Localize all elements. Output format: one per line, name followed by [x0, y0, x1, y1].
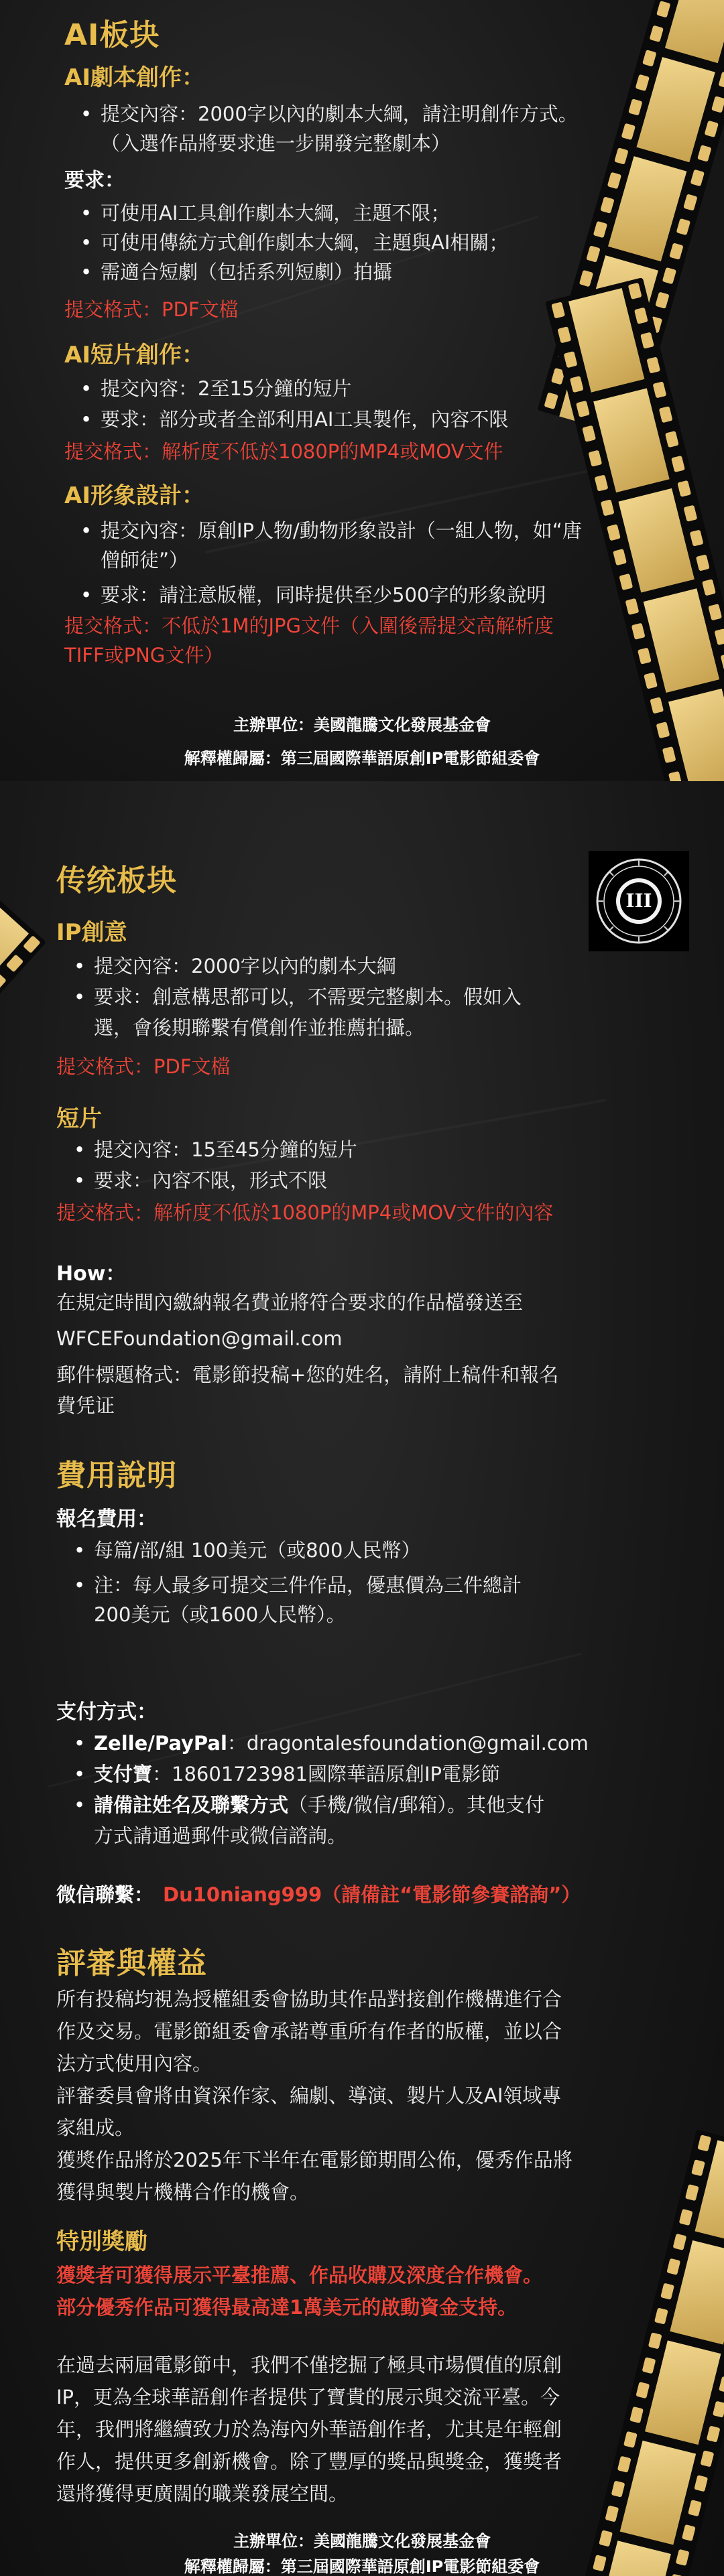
ai-short-film-format: 提交格式：解析度不低於1080P的MP4或MOV文件 [64, 440, 503, 463]
ai-script-bullet-content: • 提交內容：2000字以內的劇本大綱，請注明創作方式。 [101, 99, 578, 129]
payment-note [94, 1790, 544, 1820]
review-p2-line2: 家組成。 [56, 2116, 135, 2139]
ai-image-design-heading: AI形象設計： [64, 482, 204, 509]
fees-heading: 費用說明 [56, 1459, 177, 1493]
zelle-value[interactable]: ：dragontalesfoundation@gmail.com [227, 1732, 589, 1755]
ai-section-title: AI板块 [64, 18, 160, 52]
ai-short-film-heading: AI短片創作： [64, 342, 204, 368]
ip-idea-bullet-2-cont: 選，會後期聯繫有償創作並推薦拍攝。 [94, 1016, 425, 1039]
fee-bullet-2: • 注：每人最多可提交三件作品，優惠價為三件總計 [94, 1570, 522, 1600]
review-p1-line3: 法方式使用內容。 [56, 2052, 213, 2075]
review-p1-line1: 所有投稿均視為授權組委會協助其作品對接創作機構進行合 [56, 1988, 562, 2011]
ai-image-format: 提交格式：不低於1M的JPG文件（入圍後需提交高解析度 [64, 614, 554, 637]
ai-script-req-1: • 可使用AI工具創作劇本大綱，主題不限； [101, 198, 450, 228]
how-line-4: 費凭证 [56, 1394, 115, 1417]
trad-short-film-bullet-1: • 提交內容：15至45分鐘的短片 [94, 1135, 357, 1164]
closing-line-1: 在過去兩屆電影節中，我們不僅挖掘了極具市場價值的原創 [56, 2354, 562, 2376]
ai-script-format: 提交格式：PDF文檔 [64, 298, 239, 321]
ai-script-req-3: • 需適合短劇（包括系列短劇）拍攝 [101, 257, 392, 287]
alipay-label: 支付寶 [94, 1763, 153, 1785]
traditional-section-title: 传统板块 [56, 864, 177, 898]
review-p2-line1: 評審委員會將由資深作家、編劇、導演、製片人及AI領域專 [56, 2084, 562, 2107]
fee-bullet-2-cont: 200美元（或1600人民幣）。 [94, 1603, 346, 1626]
ai-short-film-bullet-2: • 要求：部分或者全部利用AI工具製作，內容不限 [101, 405, 508, 434]
reg-fee-label: 報名費用： [56, 1507, 157, 1531]
zelle-label: Zelle/PayPal [94, 1732, 227, 1755]
ai-image-bullet-1: • 提交內容：原創IP人物/動物形象設計（一組人物，如“唐 [101, 516, 582, 545]
ai-script-requirements-label: 要求： [64, 169, 125, 192]
special-awards-heading: 特別獎勵 [56, 2228, 147, 2255]
alipay-value: ：18601723981國際華語原創IP電影節 [152, 1763, 501, 1785]
ai-script-req-2: • 可使用傳統方式創作劇本大綱，主題與AI相關； [101, 228, 508, 257]
wechat-contact [56, 1880, 581, 1909]
special-awards-line-2: 部分優秀作品可獲得最高達1萬美元的啟動資金支持。 [56, 2296, 518, 2319]
review-heading: 評審與權益 [56, 1946, 207, 1980]
ai-image-format-cont: TIFF或PNG文件） [64, 644, 224, 667]
traditional-section-panel [0, 781, 724, 2576]
ip-idea-bullet-2: • 要求：創意構思都可以，不需要完整劇本。假如入 [94, 982, 522, 1012]
payment-zelle [94, 1728, 589, 1758]
ai-short-film-bullet-1: • 提交內容：2至15分鐘的短片 [101, 374, 351, 403]
ai-script-heading: AI劇本創作： [64, 64, 204, 91]
footer-organizer: 主辦單位：美國龍騰文化發展基金會 [233, 716, 491, 734]
review-p3-line2: 獲得與製片機構合作的機會。 [56, 2181, 310, 2204]
closing-line-4: 作人，提供更多創新機會。除了豐厚的獎品與獎金，獲獎者 [56, 2450, 562, 2473]
ip-idea-bullet-1: • 提交內容：2000字以內的劇本大綱 [94, 951, 396, 981]
trad-short-film-format: 提交格式：解析度不低於1080P的MP4或MOV文件的內容 [56, 1201, 554, 1224]
wechat-id[interactable]: Du10niang999（請備註“電影節參賽諮詢”） [163, 1883, 581, 1906]
footer-interpretation-2: 解釋權歸屬：第三屆國際華語原創IP電影節組委會 [184, 2557, 540, 2576]
note-value: （手機/微信/郵箱）。其他支付 [288, 1793, 545, 1816]
note-label: 請備註姓名及聯繫方式 [94, 1793, 289, 1816]
closing-line-3: 年，我們將繼續致力於為海內外華語創作者，尤其是年輕創 [56, 2418, 562, 2441]
review-p1-line2: 作及交易。電影節組委會承諾尊重所有作者的版權，並以合 [56, 2020, 562, 2043]
closing-line-5: 還將獲得更廣闊的職業發展空間。 [56, 2482, 349, 2505]
review-p3-line1: 獲獎作品將於2025年下半年在電影節期間公佈，優秀作品將 [56, 2149, 572, 2171]
payment-label: 支付方式： [56, 1700, 157, 1724]
payment-note-cont: 方式請通過郵件或微信諮詢。 [94, 1824, 347, 1847]
submission-email[interactable]: WFCEFoundation@gmail.com [56, 1327, 343, 1350]
trad-short-film-bullet-2: • 要求：內容不限，形式不限 [94, 1166, 327, 1195]
trad-short-film-heading: 短片 [56, 1105, 102, 1132]
ip-idea-format: 提交格式：PDF文檔 [56, 1055, 231, 1078]
ai-image-bullet-1-cont: 僧師徒”） [101, 549, 189, 571]
ip-idea-heading: IP創意 [56, 919, 127, 946]
logo-numeral: III [625, 890, 652, 912]
ai-image-bullet-2: • 要求：請注意版權，同時提供至少500字的形象說明 [101, 580, 546, 610]
ai-section-panel [0, 0, 724, 781]
how-line-3: 郵件標題格式：電影節投稿+您的姓名，請附上稿件和報名 [56, 1363, 559, 1386]
how-heading: How： [56, 1262, 126, 1286]
closing-line-2: IP，更為全球華語創作者提供了寶貴的展示與交流平臺。今 [56, 2386, 560, 2409]
how-line-1: 在規定時間內繳納報名費並將符合要求的作品檔發送至 [56, 1291, 524, 1314]
footer-organizer-2: 主辦單位：美國龍騰文化發展基金會 [233, 2532, 491, 2551]
wechat-label: 微信聯繫： [56, 1883, 154, 1906]
ai-script-bullet-note: （入選作品將要求進一步開發完整劇本） [101, 132, 451, 155]
fee-bullet-1: • 每篇/部/組 100美元（或800人民幣） [94, 1536, 420, 1565]
footer-interpretation: 解釋權歸屬：第三屆國際華語原創IP電影節組委會 [184, 749, 540, 768]
payment-alipay [94, 1759, 500, 1789]
special-awards-line-1: 獲獎者可獲得展示平臺推薦、作品收購及深度合作機會。 [56, 2264, 543, 2287]
